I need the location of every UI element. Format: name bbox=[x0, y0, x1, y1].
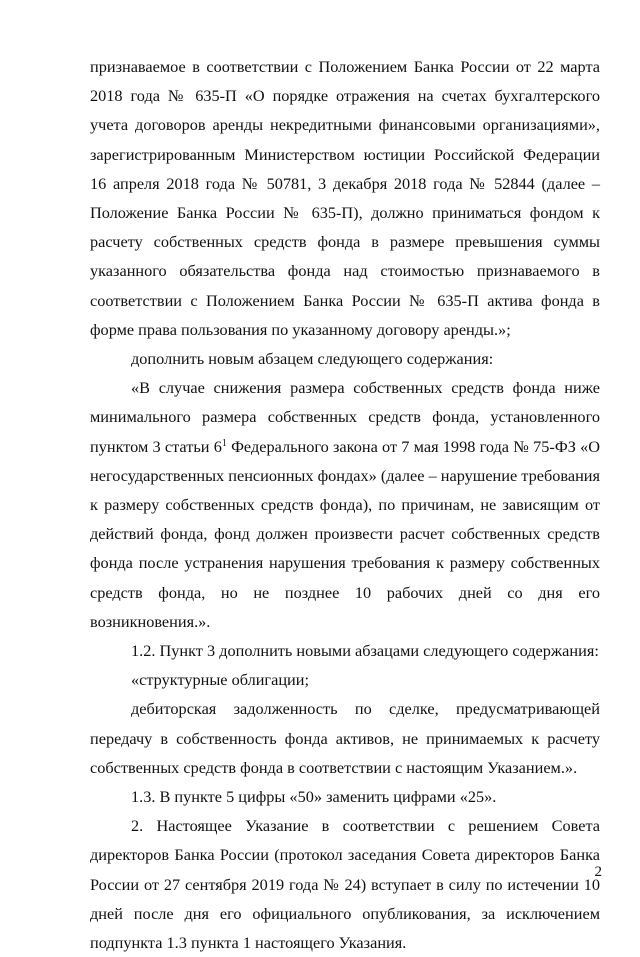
superscript-marker: 1 bbox=[221, 437, 227, 449]
paragraph-new-abzac-text bbox=[90, 373, 600, 636]
paragraph-continuation: признаваемое в соответствии с Положением Банка России от 22 марта 2018 года № 635-П «О порядке отражения на счетах бухгалтерского учета договоров аренды некредитными финансовыми организациями», зарегистрированным Министерством юстиции Российской Федерации 16 апреля 2018 года № 50781, 3 декабря 2018 года № 52844 (далее – Положение Банка России № 635-П), должно приниматься фондом к расчету собственных средств фонда в размере превышения суммы указанного обязательства фонда над стоимостью признаваемого в соответствии с Положением Банка России № 635-П актива фонда в форме права пользования по указанному договору аренды.»; bbox=[90, 57, 600, 339]
paragraph-item-1-3: 1.3. В пункте 5 цифры «50» заменить цифрами «25». bbox=[131, 787, 497, 807]
paragraph-receivables: дебиторская задолженность по сделке, предусматривающей передачу в собственность фонда активов, не принимаемых к расчету собственных средств фонда в соответствии с настоящим Указанием.». bbox=[90, 699, 600, 777]
paragraph-structured-bonds: «структурные облигации; bbox=[131, 670, 309, 690]
page-number: 2 bbox=[594, 864, 602, 880]
paragraph-add-abzac: дополнить новым абзацем следующего содержания: bbox=[131, 349, 494, 369]
paragraph-item-2: 2. Настоящее Указание в соответствии с решением Совета директоров Банка России (протокол заседания Совета директоров Банка России от 27 сентября 2019 года № 24) вступает в силу по истечении 10 дней после дня его официального опубликования, за исключением подпункта 1.3 пункта 1 настоящего Указания. bbox=[90, 816, 600, 953]
document-body bbox=[90, 52, 600, 957]
paragraph-item-1-2: 1.2. Пункт 3 дополнить новыми абзацами следующего содержания: bbox=[131, 641, 599, 661]
paragraph-text-after-sup: Федерального закона от 7 мая 1998 года № 75-ФЗ «О негосударственных пенсионных фондах» (далее – нарушение требования к размеру собственных средств фонда), по причинам, не зависящим от действий фонда, фонд должен произвести расчет собственных средств фонда после устранения нарушения требования к размеру собственных средств фонда, но не позднее 10 рабочих дней со дня его возникновения.». bbox=[90, 436, 600, 631]
paragraph-text-before-sup: «В случае снижения размера собственных средств фонда ниже минимального размера собственных средств фонда, установленного пунктом 3 статьи 6 bbox=[90, 378, 600, 456]
